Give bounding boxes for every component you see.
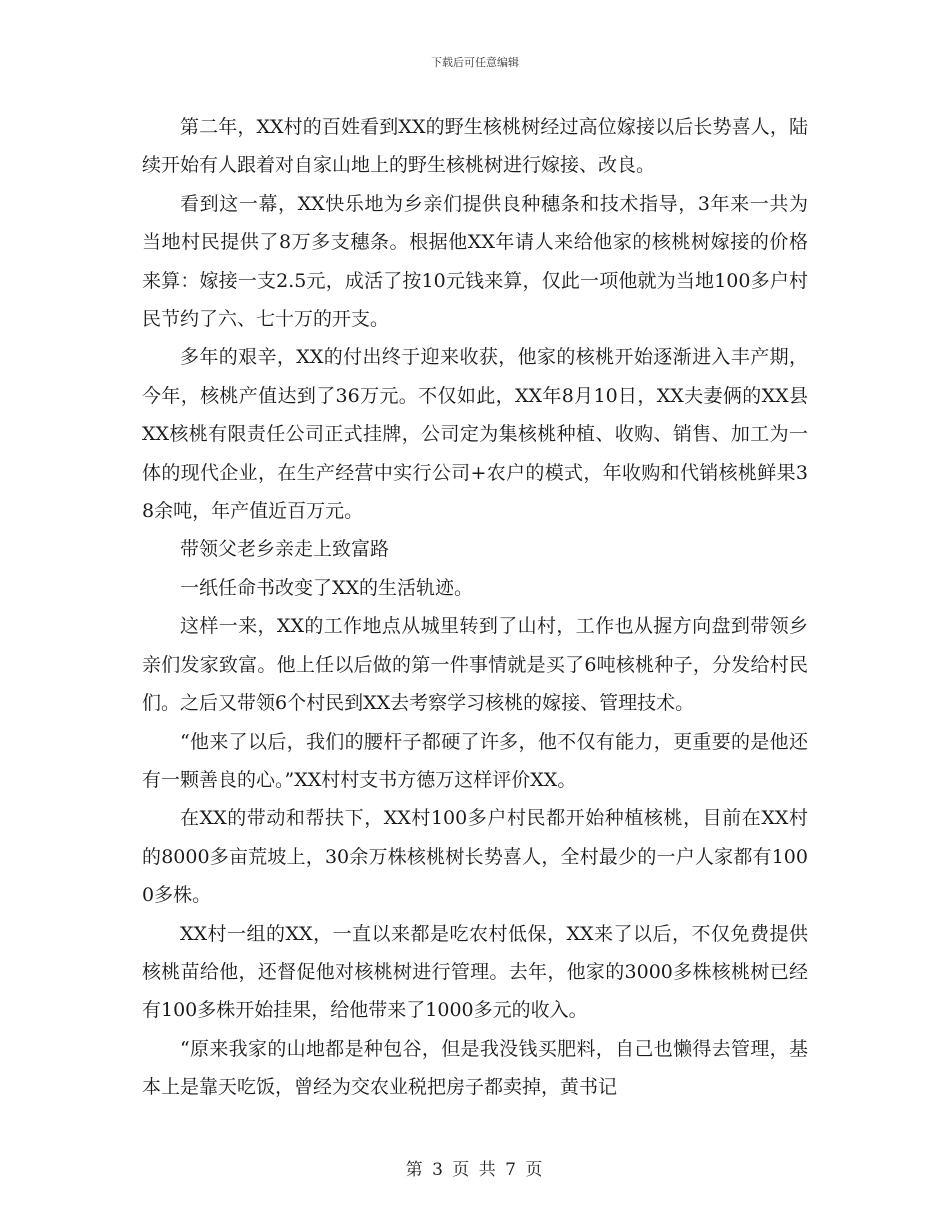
section-heading: 带领父老乡亲走上致富路 xyxy=(180,538,390,561)
paragraph: 一纸任命书改变了XX的生活轨迹。 xyxy=(180,576,474,599)
page-footer: 第 3 页 共 7 页 xyxy=(405,1160,545,1180)
paragraph: 看到这一幕，XX快乐地为乡亲们提供良种穗条和技术指导，3年来一共为当地村民提供了8万多支穗条。根据他XX年请人来给他家的核桃树嫁接的价格来算：嫁接一支2.5元，成活了按10元钱来算，仅此一项他就为当地100多户村民节约了六、七十万的开支。 xyxy=(142,192,808,331)
paragraph: 第二年，XX村的百姓看到XX的野生核桃树经过高位嫁接以后长势喜人，陆续开始有人跟着对自家山地上的野生核桃树进行嫁接、改良。 xyxy=(142,116,808,177)
paragraph: “他来了以后，我们的腰杆子都硬了许多，他不仅有能力，更重要的是他还有一颗善良的心。”XX村村支书方德万这样评价XX。 xyxy=(142,730,808,791)
paragraph: 在XX的带动和帮扶下，XX村100多户村民都开始种植核桃，目前在XX村的8000多亩荒坡上，30余万株核桃树长势喜人，全村最少的一户人家都有1000多株。 xyxy=(142,807,808,907)
body-text xyxy=(142,108,808,1107)
paragraph: “原来我家的山地都是种包谷，但是我没钱买肥料，自己也懒得去管理，基本上是靠天吃饭，曾经为交农业税把房子都卖掉，黄书记 xyxy=(142,1037,808,1099)
paragraph: 这样一来，XX的工作地点从城里转到了山村，工作也从握方向盘到带领乡亲们发家致富。他上任以后做的第一件事情就是买了6吨核桃种子，分发给村民们。之后又带领6个村民到XX去考察学习核桃的嫁接、管理技术。 xyxy=(142,615,808,715)
page-header: 下载后可任意编辑 xyxy=(431,56,519,69)
paragraph: 多年的艰辛，XX的付出终于迎来收获，他家的核桃开始逐渐进入丰产期，今年，核桃产值达到了36万元。不仅如此，XX年8月10日，XX夫妻俩的XX县XX核桃有限责任公司正式挂牌，公司定为集核桃种植、收购、销售、加工为一体的现代企业，在生产经营中实行公司+农户的模式，年收购和代销核桃鲜果38余吨，年产值近百万元。 xyxy=(142,346,808,523)
paragraph: XX村一组的XX，一直以来都是吃农村低保，XX来了以后，不仅免费提供核桃苗给他，还督促他对核桃树进行管理。去年，他家的3000多株核桃树已经有100多株开始挂果，给他带来了1000多元的收入。 xyxy=(142,922,808,1022)
